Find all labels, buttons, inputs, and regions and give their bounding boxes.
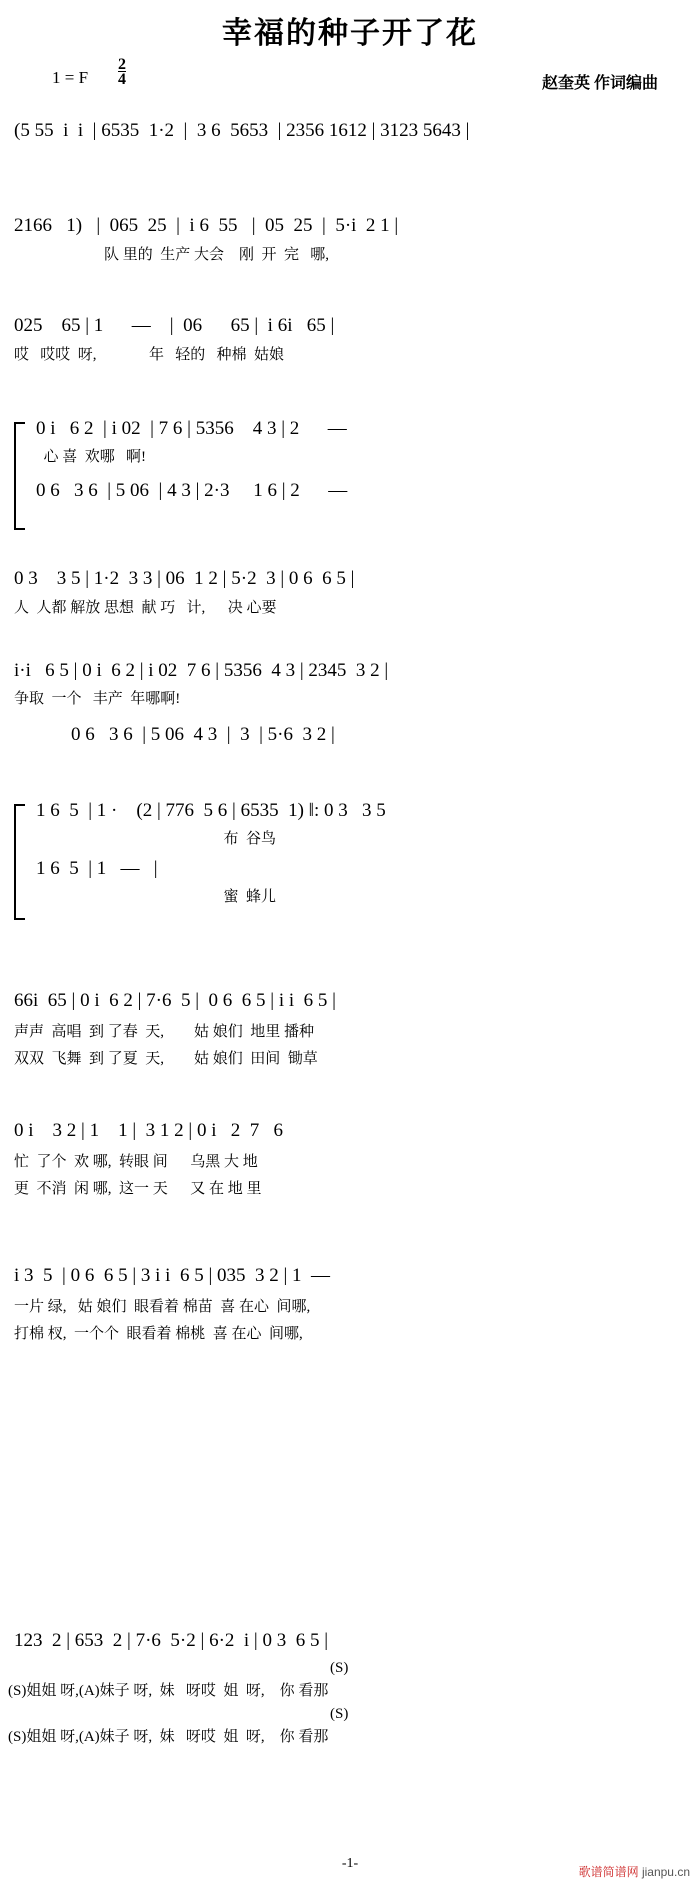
notes-line: i 3 5 | 0 6 6 5 | 3 i i 6 5 | 035 3 2 | 1 — [14, 1265, 331, 1286]
music-system-1 [0, 120, 700, 142]
lyrics-mark-verse-1: (S) [330, 1660, 349, 1676]
lyrics-line-verse-1: (S)姐姐 呀,(A)妹子 呀, 妹 呀哎 姐 呀, 你 看那 [8, 1683, 329, 1699]
watermark-url: jianpu.cn [641, 1865, 690, 1879]
system-brace [14, 804, 25, 920]
notes-line-upper: 0 i 6 2 | i 02 | 7 6 | 5356 4 3 | 2 — [36, 418, 347, 439]
music-system-9 [0, 1120, 700, 1198]
music-system-6 [0, 660, 700, 746]
lyrics-line-verse-2: 打棉 杈, 一个个 眼看着 棉桃 喜 在心 间哪, [14, 1326, 303, 1342]
notes-line: 0 i 3 2 | 1 1 | 3 1 2 | 0 i 2 7 6 [14, 1120, 283, 1141]
page-number: -1- [341, 1856, 359, 1871]
music-system-3 [0, 315, 700, 364]
notes-line: 123 2 | 653 2 | 7·6 5·2 | 6·2 i | 0 3 6 5 | [14, 1630, 329, 1651]
music-system-4 [0, 418, 700, 502]
lyrics-line-verse-1: 一片 绿, 姑 娘们 眼看着 棉苗 喜 在心 间哪, [14, 1299, 311, 1315]
notes-line: 2166 1) | 065 25 | i 6 55 | 05 25 | 5·i 2 1 | [14, 215, 399, 236]
time-signature-denominator: 4 [118, 71, 126, 88]
lyrics-line-upper: 争取 一个 丰产 年哪啊! [14, 691, 181, 707]
music-system-5 [0, 568, 700, 617]
system-brace [14, 422, 25, 530]
time-signature-numerator: 2 [118, 56, 126, 73]
music-system-8 [0, 990, 700, 1068]
lyrics-line-verse-2: (S)姐姐 呀,(A)妹子 呀, 妹 呀哎 姐 呀, 你 看那 [8, 1729, 329, 1745]
watermark-text: 歌谱简谱网 [578, 1865, 639, 1879]
music-system-2 [0, 215, 700, 264]
notes-line: (5 55 i i | 6535 1·2 | 3 6 5653 | 2356 1612 | 3123 5643 | [14, 120, 470, 141]
lyrics-line-verse-2: 双双 飞舞 到 了夏 天, 姑 娘们 田间 锄草 [14, 1051, 318, 1067]
watermark [579, 1863, 690, 1880]
lyrics-line: 人 人都 解放 思想 献 巧 计, 决 心要 [14, 600, 277, 616]
lyrics-line-lower: 蜜 蜂儿 [36, 889, 277, 905]
notes-line-upper: 1 6 5 | 1 · (2 | 776 5 6 | 6535 1) ‖: 0 3 3 5 [36, 800, 386, 821]
credits: 赵奎英 作词编曲 [541, 75, 658, 92]
lyrics-mark-verse-2: (S) [330, 1706, 349, 1722]
notes-line-lower: 1 6 5 | 1 — | [36, 858, 158, 879]
lyrics-line: 哎 哎哎 呀, 年 轻的 种棉 姑娘 [14, 347, 285, 363]
music-system-7 [0, 800, 700, 906]
notes-line-lower: 0 6 3 6 | 5 06 | 4 3 | 2·3 1 6 | 2 — [36, 480, 348, 501]
lyrics-line-verse-1: 声声 高唱 到 了春 天, 姑 娘们 地里 播种 [14, 1024, 315, 1040]
lyrics-line: 队 里的 生产 大会 刚 开 完 哪, [14, 247, 330, 263]
notes-line: 0 3 3 5 | 1·2 3 3 | 06 1 2 | 5·2 3 | 0 6 6 5 | [14, 568, 355, 589]
lyrics-line-verse-1: 忙 了个 欢 哪, 转眼 间 乌黑 大 地 [14, 1154, 258, 1170]
notes-line: 66i 65 | 0 i 6 2 | 7·6 5 | 0 6 6 5 | i i 6 5 | [14, 990, 336, 1011]
notes-line: 025 65 | 1 — | 06 65 | i 6i 65 | [14, 315, 335, 336]
notes-line-lower: 0 6 3 6 | 5 06 4 3 | 3 | 5·6 3 2 | [14, 724, 335, 745]
time-signature [118, 58, 126, 86]
key-signature: 1 = F [52, 68, 89, 87]
lyrics-line-upper: 心 喜 欢哪 啊! [36, 449, 146, 465]
lyrics-line-verse-2: 更 不消 闲 哪, 这一 天 又 在 地 里 [14, 1181, 262, 1197]
music-system-11 [0, 1630, 700, 1746]
music-system-10 [0, 1265, 700, 1343]
lyrics-line-upper: 布 谷鸟 [36, 831, 277, 847]
notes-line-upper: i·i 6 5 | 0 i 6 2 | i 02 7 6 | 5356 4 3 | 2345 3 2 | [14, 660, 389, 681]
page-title: 幸福的种子开了花 [222, 17, 478, 50]
